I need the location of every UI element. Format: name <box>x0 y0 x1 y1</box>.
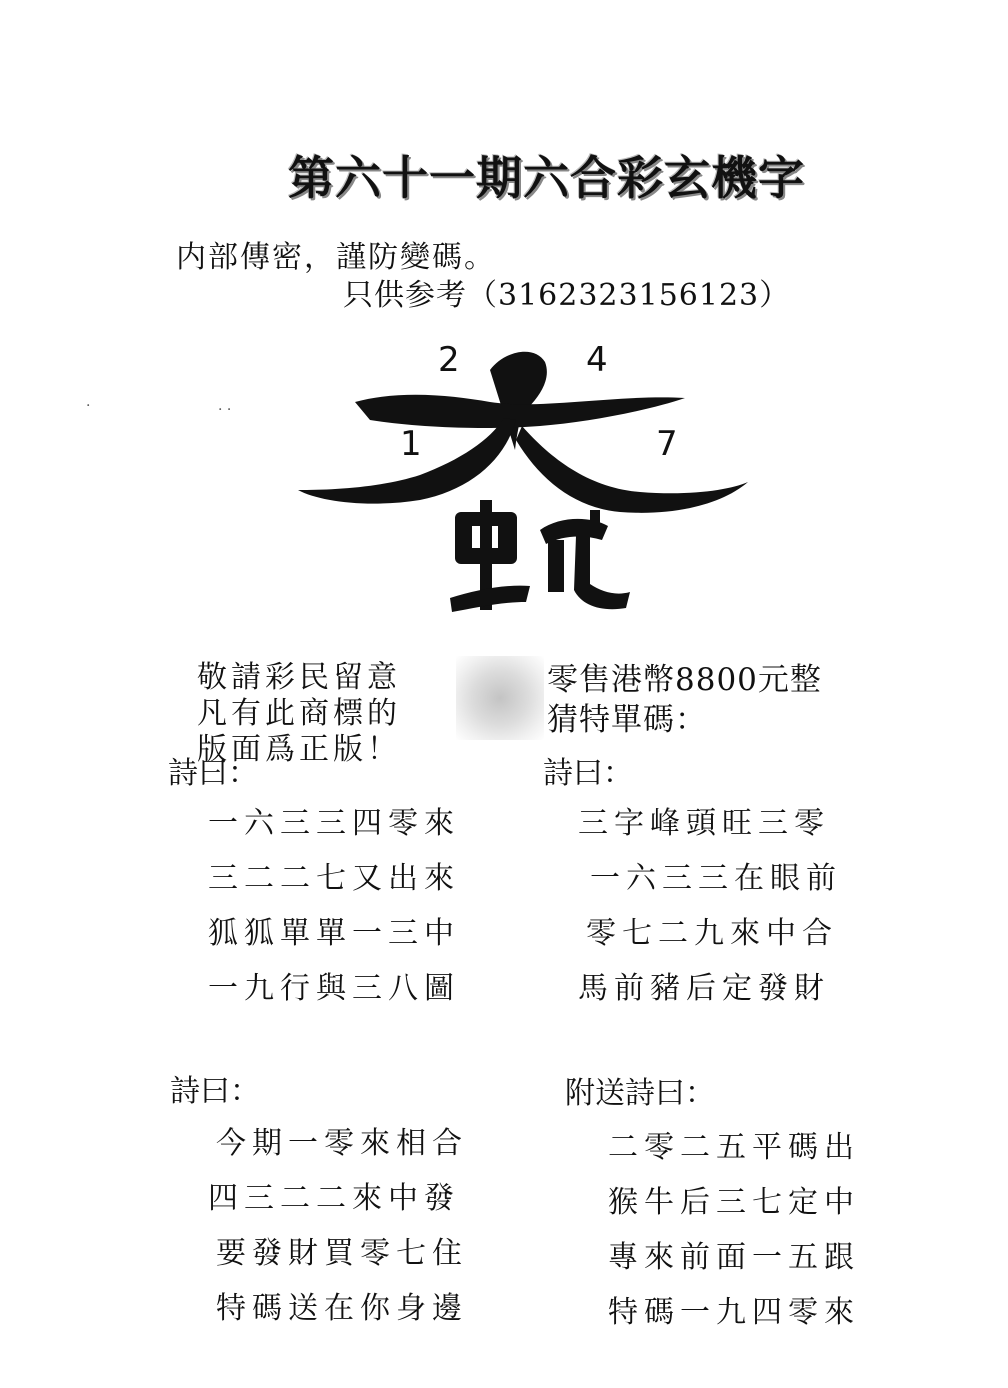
logo-number-bottom-left: 1 <box>400 424 422 464</box>
secret-notice: 内部傳密，謹防變碼。 <box>176 240 496 275</box>
guess-special-number: 猜特單碼： <box>547 702 707 738</box>
page-title: 第六十一期六合彩玄機字 <box>288 151 805 205</box>
smudged-stamp <box>456 656 544 740</box>
poem-line: 特碼送在你身邊 <box>216 1291 468 1326</box>
scan-speck: · · <box>218 402 232 418</box>
poem-line: 一六三三在眼前 <box>590 861 842 896</box>
poem-line: 一六三三四零來 <box>208 806 460 841</box>
poem-line: 四三二二來中發 <box>208 1181 460 1216</box>
reference-code: 只供参考（3162323156123） <box>343 278 791 313</box>
poem-heading: 附送詩曰： <box>565 1076 715 1111</box>
poem-line: 特碼一九四零來 <box>608 1295 860 1330</box>
poem-line: 一九行與三八圖 <box>208 971 460 1006</box>
poem-line: 二零二五平碼出 <box>608 1130 860 1165</box>
notice-line: 版面爲正版！ <box>197 732 401 767</box>
poem-heading: 詩曰： <box>170 1074 260 1109</box>
poem-line: 狐狐單單一三中 <box>208 916 460 951</box>
logo-number-top-left: 2 <box>438 340 460 380</box>
scan-speck: · <box>86 398 91 414</box>
poem-heading: 詩曰： <box>168 756 258 791</box>
notice-line: 敬請彩民留意 <box>197 660 401 695</box>
poem-line: 零七二九來中合 <box>586 916 838 951</box>
notice-line: 凡有此商標的 <box>197 696 401 731</box>
logo-number-bottom-right: 7 <box>656 424 678 464</box>
logo-number-top-right: 4 <box>586 340 608 380</box>
retail-price: 零售港幣8800元整 <box>547 662 822 698</box>
poem-line: 猴牛后三七定中 <box>608 1185 860 1220</box>
poem-line: 今期一零來相合 <box>216 1126 468 1161</box>
price-block <box>547 660 822 740</box>
brush-calligraphy-icon <box>290 340 750 630</box>
big-snake-logo <box>290 340 750 630</box>
poem-line: 馬前豬后定發財 <box>578 971 830 1006</box>
poem-line: 專來前面一五跟 <box>608 1240 860 1275</box>
poem-line: 要發財買零七住 <box>216 1236 468 1271</box>
poem-heading: 詩曰： <box>543 756 633 791</box>
poem-line: 三字峰頭旺三零 <box>578 806 830 841</box>
poem-line: 三二二七又出來 <box>208 861 460 896</box>
